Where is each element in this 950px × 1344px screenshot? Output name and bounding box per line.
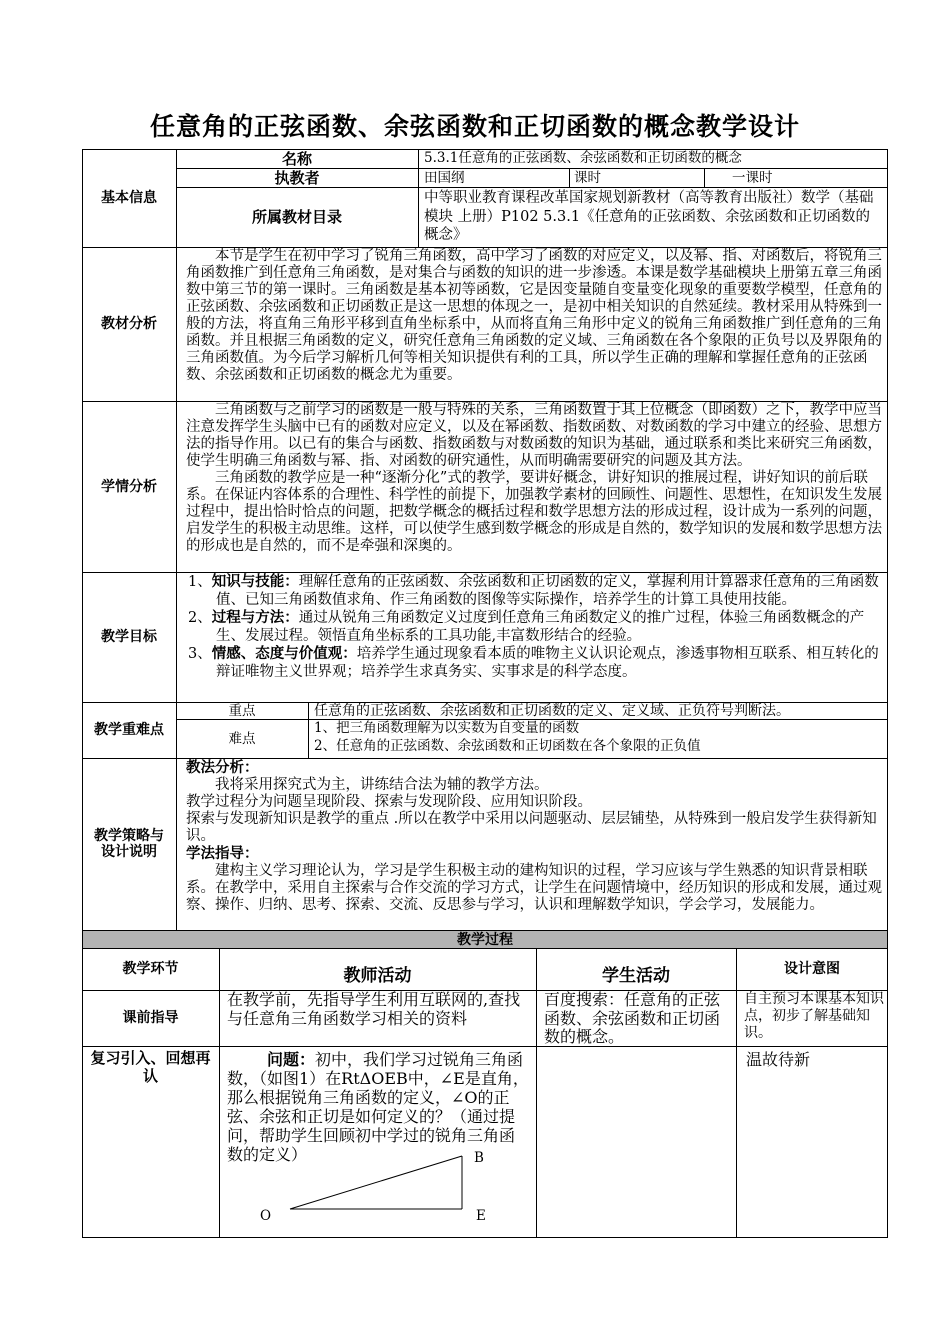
header-student: 学生活动 (602, 966, 670, 986)
header-stage: 教学环节 (122, 961, 179, 977)
vertex-o-label: O (260, 1208, 272, 1224)
study-heading: 学法指导： (186, 845, 259, 862)
strategy-label: 教学策略与设计说明 (94, 828, 164, 860)
intent-pre: 自主预习本课基本知识点，初步了解基础知识。 (744, 991, 884, 1041)
strategy-text (186, 759, 883, 914)
goals-list (188, 573, 882, 681)
teacher-label: 执教者 (274, 168, 320, 187)
name-label: 名称 (281, 149, 312, 168)
goals-label: 教学目标 (101, 629, 157, 645)
key-label: 重点 (228, 703, 256, 719)
material-text: 本节是学生在初中学习了锐角三角函数，高中学习了函数的对应定义，以及幂、指、对函数后，将锐角三角函数推广到任意角三角函数，是对集合与函数的知识的进一步渗透。本课是数学基础模块上册第五章三角函数中第三节的第一课时。三角函数是基本初等函数，它是因变量随自变量变化现象的重要数学模型，任意角的正弦函数、余弦函数和正切函数正是这一思想的体现之一，是初中相关知识的自然延续。教材采用从特殊到一般的方法，将直角三角形平移到直角坐标系中，从而将直角三角形中定义的锐角三角函数推广到任意角的三角函数。并且根据三角函数的定义，研究任意角三角函数的定义域、三角函数在各个象限的正负号以及界限角的三角函数值。为今后学习解析几何等相关知识提供有利的工具，所以学生正确的理解和掌握任意角的正弦函数、余弦函数和正切函数的概念尤为重要。 (186, 248, 882, 383)
vertex-e-label: E (476, 1208, 486, 1224)
textbook-value: 中等职业教育课程改革国家规划新教材（高等教育出版社）数学（基础模块 上册）P102 5.3.1《任意角的正弦函数、余弦函数和正切函数的概念》 (424, 190, 874, 243)
goal-item: 3、情感、态度与价值观：培养学生通过现象看本质的唯物主义认识论观点，渗透事物相互联系、相互转化的辩证唯物主义世界观；培养学生求真务实、实事求是的科学态度。 (188, 645, 879, 680)
stage-pre-class: 课前指导 (122, 1010, 179, 1026)
triangle-figure (250, 1150, 510, 1230)
hours-label: 课时 (574, 170, 601, 186)
vertex-b-label: B (474, 1150, 484, 1166)
study-para: 建构主义学习理论认为，学习是学生积极主动的建构知识的过程，学习应该与学生熟悉的知识背景相联系。在教学中，采用自主探索与合作交流的学习方式，让学生在问题情境中，经历知识的形成和发展，通过观察、操作、归纳、思考、探索、交流、反思参与学习，认识和理解数学知识，学会学习，发展能力。 (186, 863, 882, 913)
hard-item: 2、任意角的正弦函数、余弦函数和正切函数在各个象限的正负值 (314, 737, 701, 754)
process-banner-label: 教学过程 (457, 931, 513, 948)
goal-item: 2、过程与方法：通过从锐角三角函数定义过度到任意角三角函数定义的推广过程，体验三角函数概念的产生、发展过程。领悟直角坐标系的工具功能,丰富数形结合的经验。 (188, 609, 865, 644)
hard-item: 1、把三角函数理解为以实数为自变量的函数 (314, 720, 580, 736)
method-para: 教学过程分为问题呈现阶段、探索与发现阶段、应用知识阶段。 (186, 794, 592, 810)
side-ob (290, 1156, 462, 1209)
goal-item: 1、知识与技能：理解任意角的正弦函数、余弦函数和正切函数的定义，掌握利用计算器求任意角的三角函数值、已知三角函数值求角、作三角函数的图像等实际操作，培养学生的计算工具使用技能。 (188, 573, 879, 608)
hard-label: 难点 (228, 731, 256, 747)
teacher-activity-review: 问题：初中，我们学习过锐角三角函数，（如图1）在RtΔOEB中，∠E是直角，那么根据锐角三角函数的定义，∠O的正弦、余弦和正切是如何定义的？（通过提问，帮助学生回顾初中学过的锐角三角函数的定义） (227, 1050, 529, 1164)
method-para: 我将采用探究式为主，讲练结合法为辅的教学方法。 (215, 777, 549, 793)
learner-text (186, 402, 883, 555)
learner-label: 学情分析 (101, 478, 157, 495)
page-title: 任意角的正弦函数、余弦函数和正切函数的概念教学设计 (149, 112, 800, 141)
header-intent: 设计意图 (784, 961, 840, 977)
teacher-activity-pre: 在教学前，先指导学生利用互联网的,查找与任意角三角函数学习相关的资料 (227, 990, 521, 1028)
learner-para-1: 三角函数与之前学习的函数是一般与特殊的关系，三角函数置于其上位概念（即函数）之下，教学中应当注意发挥学生头脑中已有的函数对应定义，以及在幂函数、指数函数、对数函数的学习中建立的经验、思想方法的指导作用。以已有的集合与函数、指数函数与对数函数的知识为基础，通过联系和类比来研究三角函数，使学生明确三角函数与幂、指、对函数的研究通性，从而明确需要研究的问题及其方法。 (186, 402, 882, 469)
basic-info-label: 基本信息 (101, 190, 157, 206)
keypoints-label: 教学重难点 (94, 722, 164, 738)
method-heading: 教法分析： (186, 759, 259, 776)
teacher-value: 田国纲 (424, 170, 465, 186)
textbook-label: 所属教材目录 (251, 208, 342, 226)
stage-review: 复习引入、回想再认 (90, 1049, 211, 1085)
key-text: 任意角的正弦函数、余弦函数和正切函数的定义、定义域、正负符号判断法。 (314, 703, 790, 719)
hard-list (314, 720, 886, 755)
intent-review: 温故待新 (746, 1050, 811, 1069)
method-para: 探索与发现新知识是教学的重点 .所以在教学中采用以问题驱动、层层铺垫，从特殊到一般启发学生获得新知识。 (186, 811, 877, 844)
name-value: 5.3.1任意角的正弦函数、余弦函数和正切函数的概念 (424, 150, 742, 166)
learner-para-2: 三角函数的教学应是一种“逐渐分化”式的教学，要讲好概念，讲好知识的推展过程，讲好知识的前后联系。在保证内容体系的合理性、科学性的前提下，加强教学素材的回顾性、问题性、思想性，在知识发生发展过程中，提出恰时恰点的问题，把数学概念的概括过程和数学思想方法的形成过程，设计成为一系列的问题，启发学生的积极主动思维。这样，可以使学生感到数学概念的形成是自然的，数学知识的发展和数学思想方法的形成也是自然的，而不是牵强和深奥的。 (186, 470, 882, 554)
hours-value: 一课时 (732, 170, 773, 186)
student-activity-pre: 百度搜索：任意角的正弦函数、余弦函数和正切函数的概念。 (544, 990, 721, 1046)
header-teacher: 教师活动 (343, 966, 412, 986)
material-label: 教材分析 (101, 316, 157, 332)
